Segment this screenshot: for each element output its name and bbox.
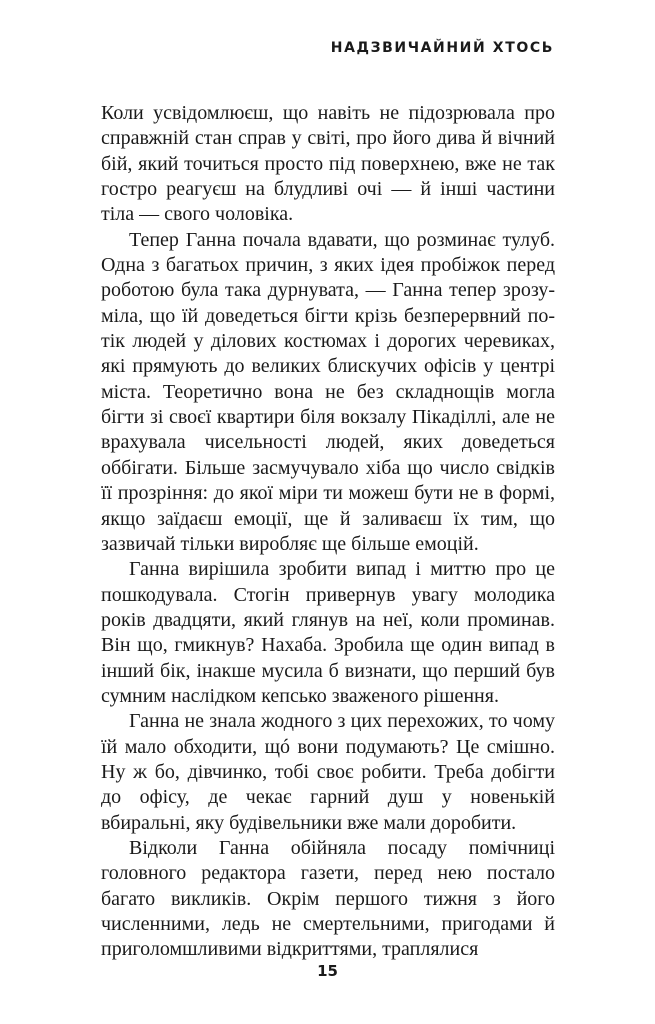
paragraph-1: Коли усвідомлюєш, що навіть не підозрювала про справжній стан справ у світі, про його дива й вічний бій, який точиться просто під поверхнею, вже не так гостро реагуєш на блудливі очі — й інші частини тіла — свого чоловіка. xyxy=(101,102,555,226)
paragraph-3: Ганна вирішила зробити випад і миттю про це пошкодувала. Стогін привернув увагу молодика років двадцяти, який глянув на неї, коли проминав. Він що, гмикнув? Нахаба. Зробила ще один випад в інший бік, інакше мусила б визнати, що перший був сумним наслідком кепсько зваженого рішення. xyxy=(101,558,555,707)
body-text xyxy=(101,101,555,963)
running-head-title: НАДЗВИЧАЙНИЙ ХТОСЬ xyxy=(330,40,554,56)
paragraph-2: Тепер Ганна почала вдавати, що розминає тулуб. Одна з багатьох причин, з яких ідея пробіжок перед роботою була така дурнувата, — Ганна тепер зрозуміла, що їй доведеться бігти крізь безперервний потік людей у ділових костюмах і дорогих черевиках, які прямують до великих блискучих офісів у центрі міста. Теоретично вона не без складнощів могла бігти зі своєї квартири біля вокзалу Пікаділлі, але не врахувала чисельності людей, яких доведеться оббігати. Більше засмучувало хіба що число свідків її прозріння: до якої міри ти можеш бути не в формі, якщо заїдаєш емоції, ще й заливаєш їх тим, що зазвичай тільки виробляє ще більше емоцій. xyxy=(101,228,555,555)
paragraph-4: Ганна не знала жодного з цих перехожих, то чому їй мало обходити, щó вони подумають? Це смішно. Ну ж бо, дівчинко, тобі своє робити. Треба добігти до офісу, де чекає гарний душ у новенькій вбиральні, яку будівельники вже мали доробити. xyxy=(101,710,555,834)
paragraph-5: Відколи Ганна обійняла посаду помічниці головного редактора газети, перед нею постало багато викликів. Окрім першого тижня з його численними, ледь не смертельними, пригодами й приголомшливими відкриттями, траплялися xyxy=(101,836,555,961)
page-number: 15 xyxy=(317,962,338,980)
